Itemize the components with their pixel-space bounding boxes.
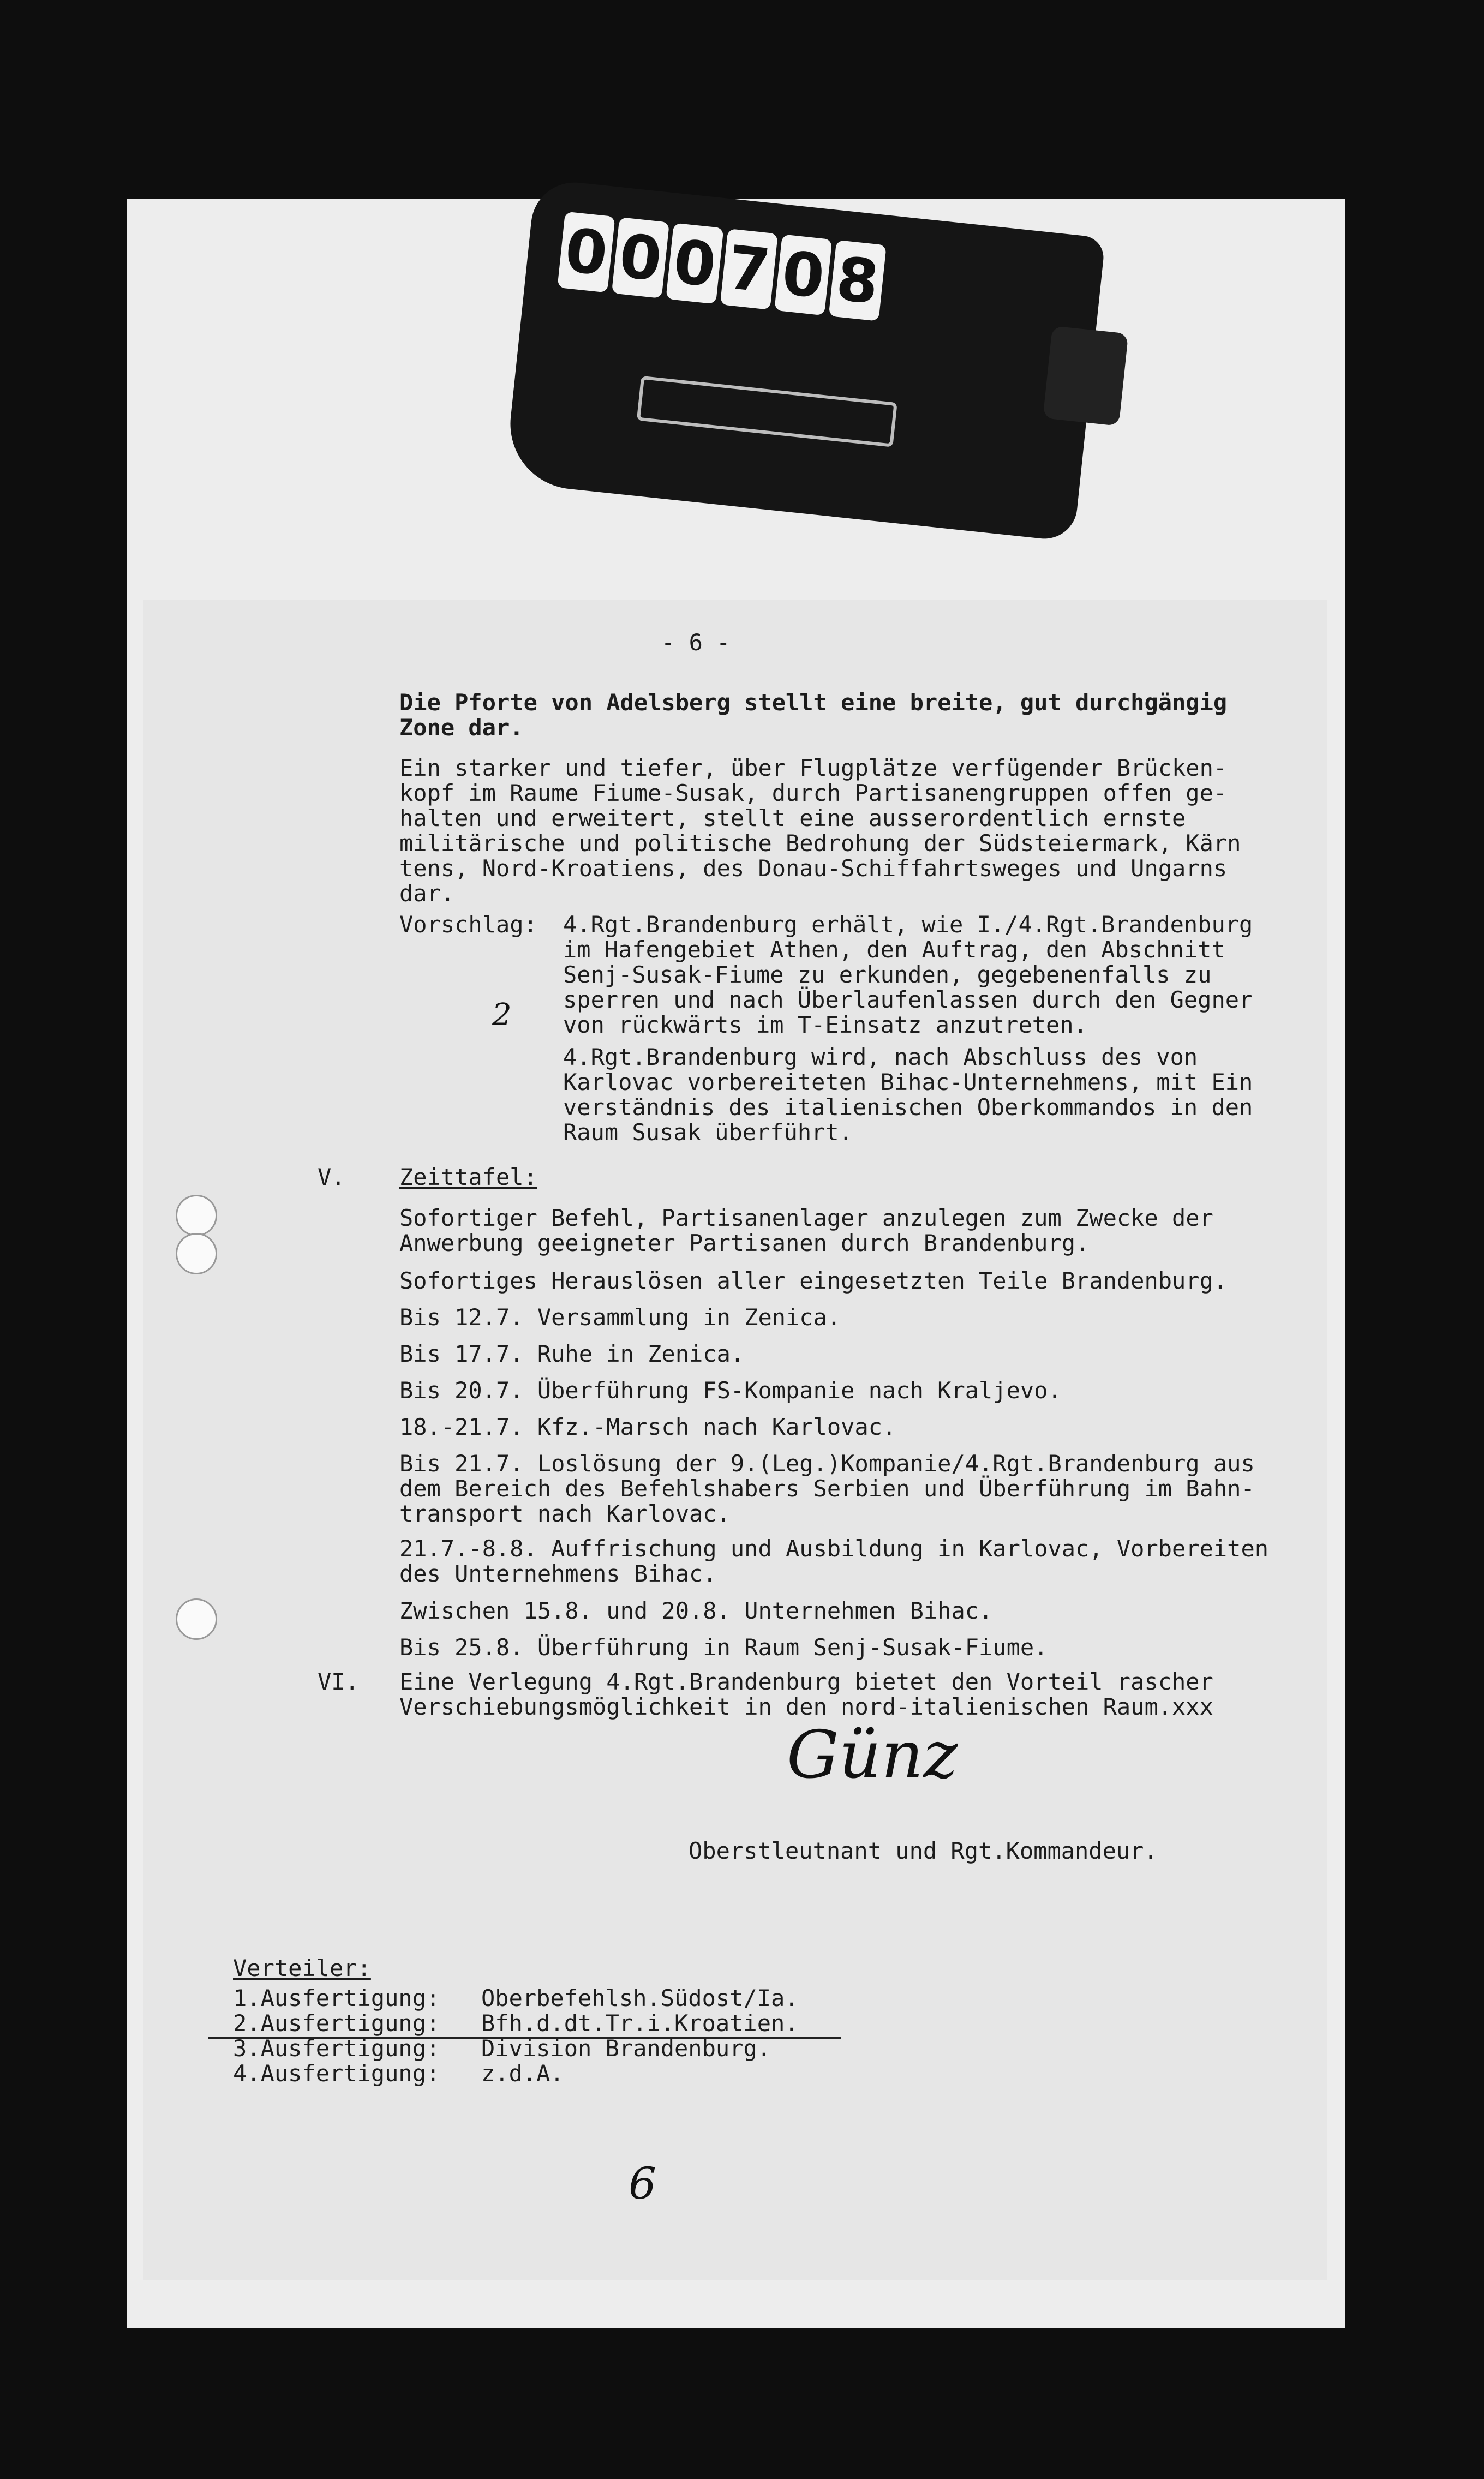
verteiler-label: 2.Ausfertigung: — [233, 2010, 440, 2037]
punch-hole — [176, 1195, 217, 1236]
vorschlag-label: Vorschlag: — [399, 911, 537, 938]
vorschlag-line: Raum Susak überführt. — [563, 1119, 853, 1146]
vorschlag-line: im Hafengebiet Athen, den Auftrag, den Abschnitt — [563, 936, 1225, 963]
verteiler-value: Bfh.d.dt.Tr.i.Kroatien. — [481, 2010, 799, 2037]
counter-digits — [556, 212, 886, 327]
counter-digit: 0 — [774, 234, 832, 315]
verteiler-heading: Verteiler: — [233, 1955, 371, 1981]
counter-digit: 8 — [829, 240, 887, 321]
verteiler-value: Division Brandenburg. — [481, 2035, 771, 2062]
counter-digit: 0 — [557, 212, 615, 293]
vorschlag-line: von rückwärts im T-Einsatz anzutreten. — [563, 1011, 1087, 1038]
counter-digit: 0 — [666, 223, 723, 304]
punch-hole — [176, 1598, 217, 1640]
verteiler-label: 3.Ausfertigung: — [233, 2035, 440, 2062]
handwritten-mark: 2 — [492, 997, 512, 1033]
counter-knob — [1043, 326, 1128, 426]
paragraph-line: Ein starker und tiefer, über Flugplätze verfügender Brücken- — [399, 755, 1228, 781]
paragraph-line: tens, Nord-Kroatiens, des Donau-Schiffahrtsweges und Ungarns — [399, 855, 1228, 882]
vorschlag-line: Karlovac vorbereiteten Bihac-Unternehmens, mit Ein — [563, 1069, 1253, 1095]
counter-digit: 0 — [612, 217, 669, 298]
typed-text-area — [143, 600, 1327, 2280]
paragraph-line: Die Pforte von Adelsberg stellt eine breite, gut durchgängig — [399, 689, 1228, 716]
zeittafel-entry: Bis 20.7. Überführung FS-Kompanie nach Kraljevo. — [399, 1377, 1062, 1404]
paragraph-line: Zone dar. — [399, 714, 524, 741]
paragraph-line: dar. — [399, 880, 455, 907]
zeittafel-entry: Bis 25.8. Überführung in Raum Senj-Susak-Fiume. — [399, 1634, 1048, 1661]
vorschlag-line: verständnis des italienischen Oberkommandos in den — [563, 1094, 1253, 1121]
zeittafel-entry: des Unternehmens Bihac. — [399, 1560, 717, 1587]
counter-digit: 7 — [720, 229, 778, 310]
frame-counter-device — [504, 178, 1106, 542]
verteiler-value: Oberbefehlsh.Südost/Ia. — [481, 1985, 799, 2011]
section-vi-line: Verschiebungsmöglichkeit in den nord-italienischen Raum.xxx — [399, 1693, 1213, 1720]
counter-slot — [637, 376, 897, 447]
zeittafel-entry: 18.-21.7. Kfz.-Marsch nach Karlovac. — [399, 1414, 896, 1440]
vorschlag-line: 4.Rgt.Brandenburg wird, nach Abschluss des von — [563, 1044, 1198, 1070]
zeittafel-entry: Bis 21.7. Loslösung der 9.(Leg.)Kompanie/4.Rgt.Brandenburg aus — [399, 1450, 1255, 1477]
vorschlag-line: Senj-Susak-Fiume zu erkunden, gegebenenfalls zu — [563, 961, 1212, 988]
page-number: - 6 - — [661, 629, 731, 656]
zeittafel-entry: dem Bereich des Befehlshabers Serbien und Überführung im Bahn- — [399, 1475, 1255, 1502]
section-heading: Zeittafel: — [399, 1164, 537, 1190]
section-numeral: V. — [318, 1164, 345, 1190]
paragraph-line: militärische und politische Bedrohung der Südsteiermark, Kärn — [399, 830, 1241, 857]
zeittafel-entry: Sofortiges Herauslösen aller eingesetzten Teile Brandenburg. — [399, 1267, 1228, 1294]
handwritten-signature: Günz — [787, 1717, 958, 1793]
zeittafel-entry: 21.7.-8.8. Auffrischung und Ausbildung in Karlovac, Vorbereiten — [399, 1535, 1269, 1562]
vorschlag-line: sperren und nach Überlaufenlassen durch den Gegner — [563, 986, 1253, 1013]
zeittafel-entry: Zwischen 15.8. und 20.8. Unternehmen Bihac. — [399, 1597, 993, 1624]
document-page — [143, 600, 1327, 2280]
verteiler-value: z.d.A. — [481, 2060, 564, 2087]
paragraph-line: kopf im Raume Fiume-Susak, durch Partisanengruppen offen ge- — [399, 780, 1228, 806]
verteiler-label: 4.Ausfertigung: — [233, 2060, 440, 2087]
zeittafel-entry: Bis 12.7. Versammlung in Zenica. — [399, 1304, 841, 1331]
paragraph-line: halten und erweitert, stellt eine ausserordentlich ernste — [399, 805, 1186, 831]
signature-title: Oberstleutnant und Rgt.Kommandeur. — [689, 1837, 1158, 1864]
zeittafel-entry: Bis 17.7. Ruhe in Zenica. — [399, 1340, 745, 1367]
zeittafel-entry: Sofortiger Befehl, Partisanenlager anzulegen zum Zwecke der — [399, 1205, 1213, 1231]
punch-hole — [176, 1233, 217, 1274]
section-vi-line: Eine Verlegung 4.Rgt.Brandenburg bietet den Vorteil rascher — [399, 1668, 1213, 1695]
vorschlag-line: 4.Rgt.Brandenburg erhält, wie I./4.Rgt.Brandenburg — [563, 911, 1253, 938]
handwritten-page-number: 6 — [629, 2158, 656, 2209]
verteiler-label: 1.Ausfertigung: — [233, 1985, 440, 2011]
zeittafel-entry: Anwerbung geeigneter Partisanen durch Brandenburg. — [399, 1230, 1090, 1256]
section-numeral: VI. — [318, 1668, 359, 1695]
zeittafel-entry: transport nach Karlovac. — [399, 1500, 731, 1527]
